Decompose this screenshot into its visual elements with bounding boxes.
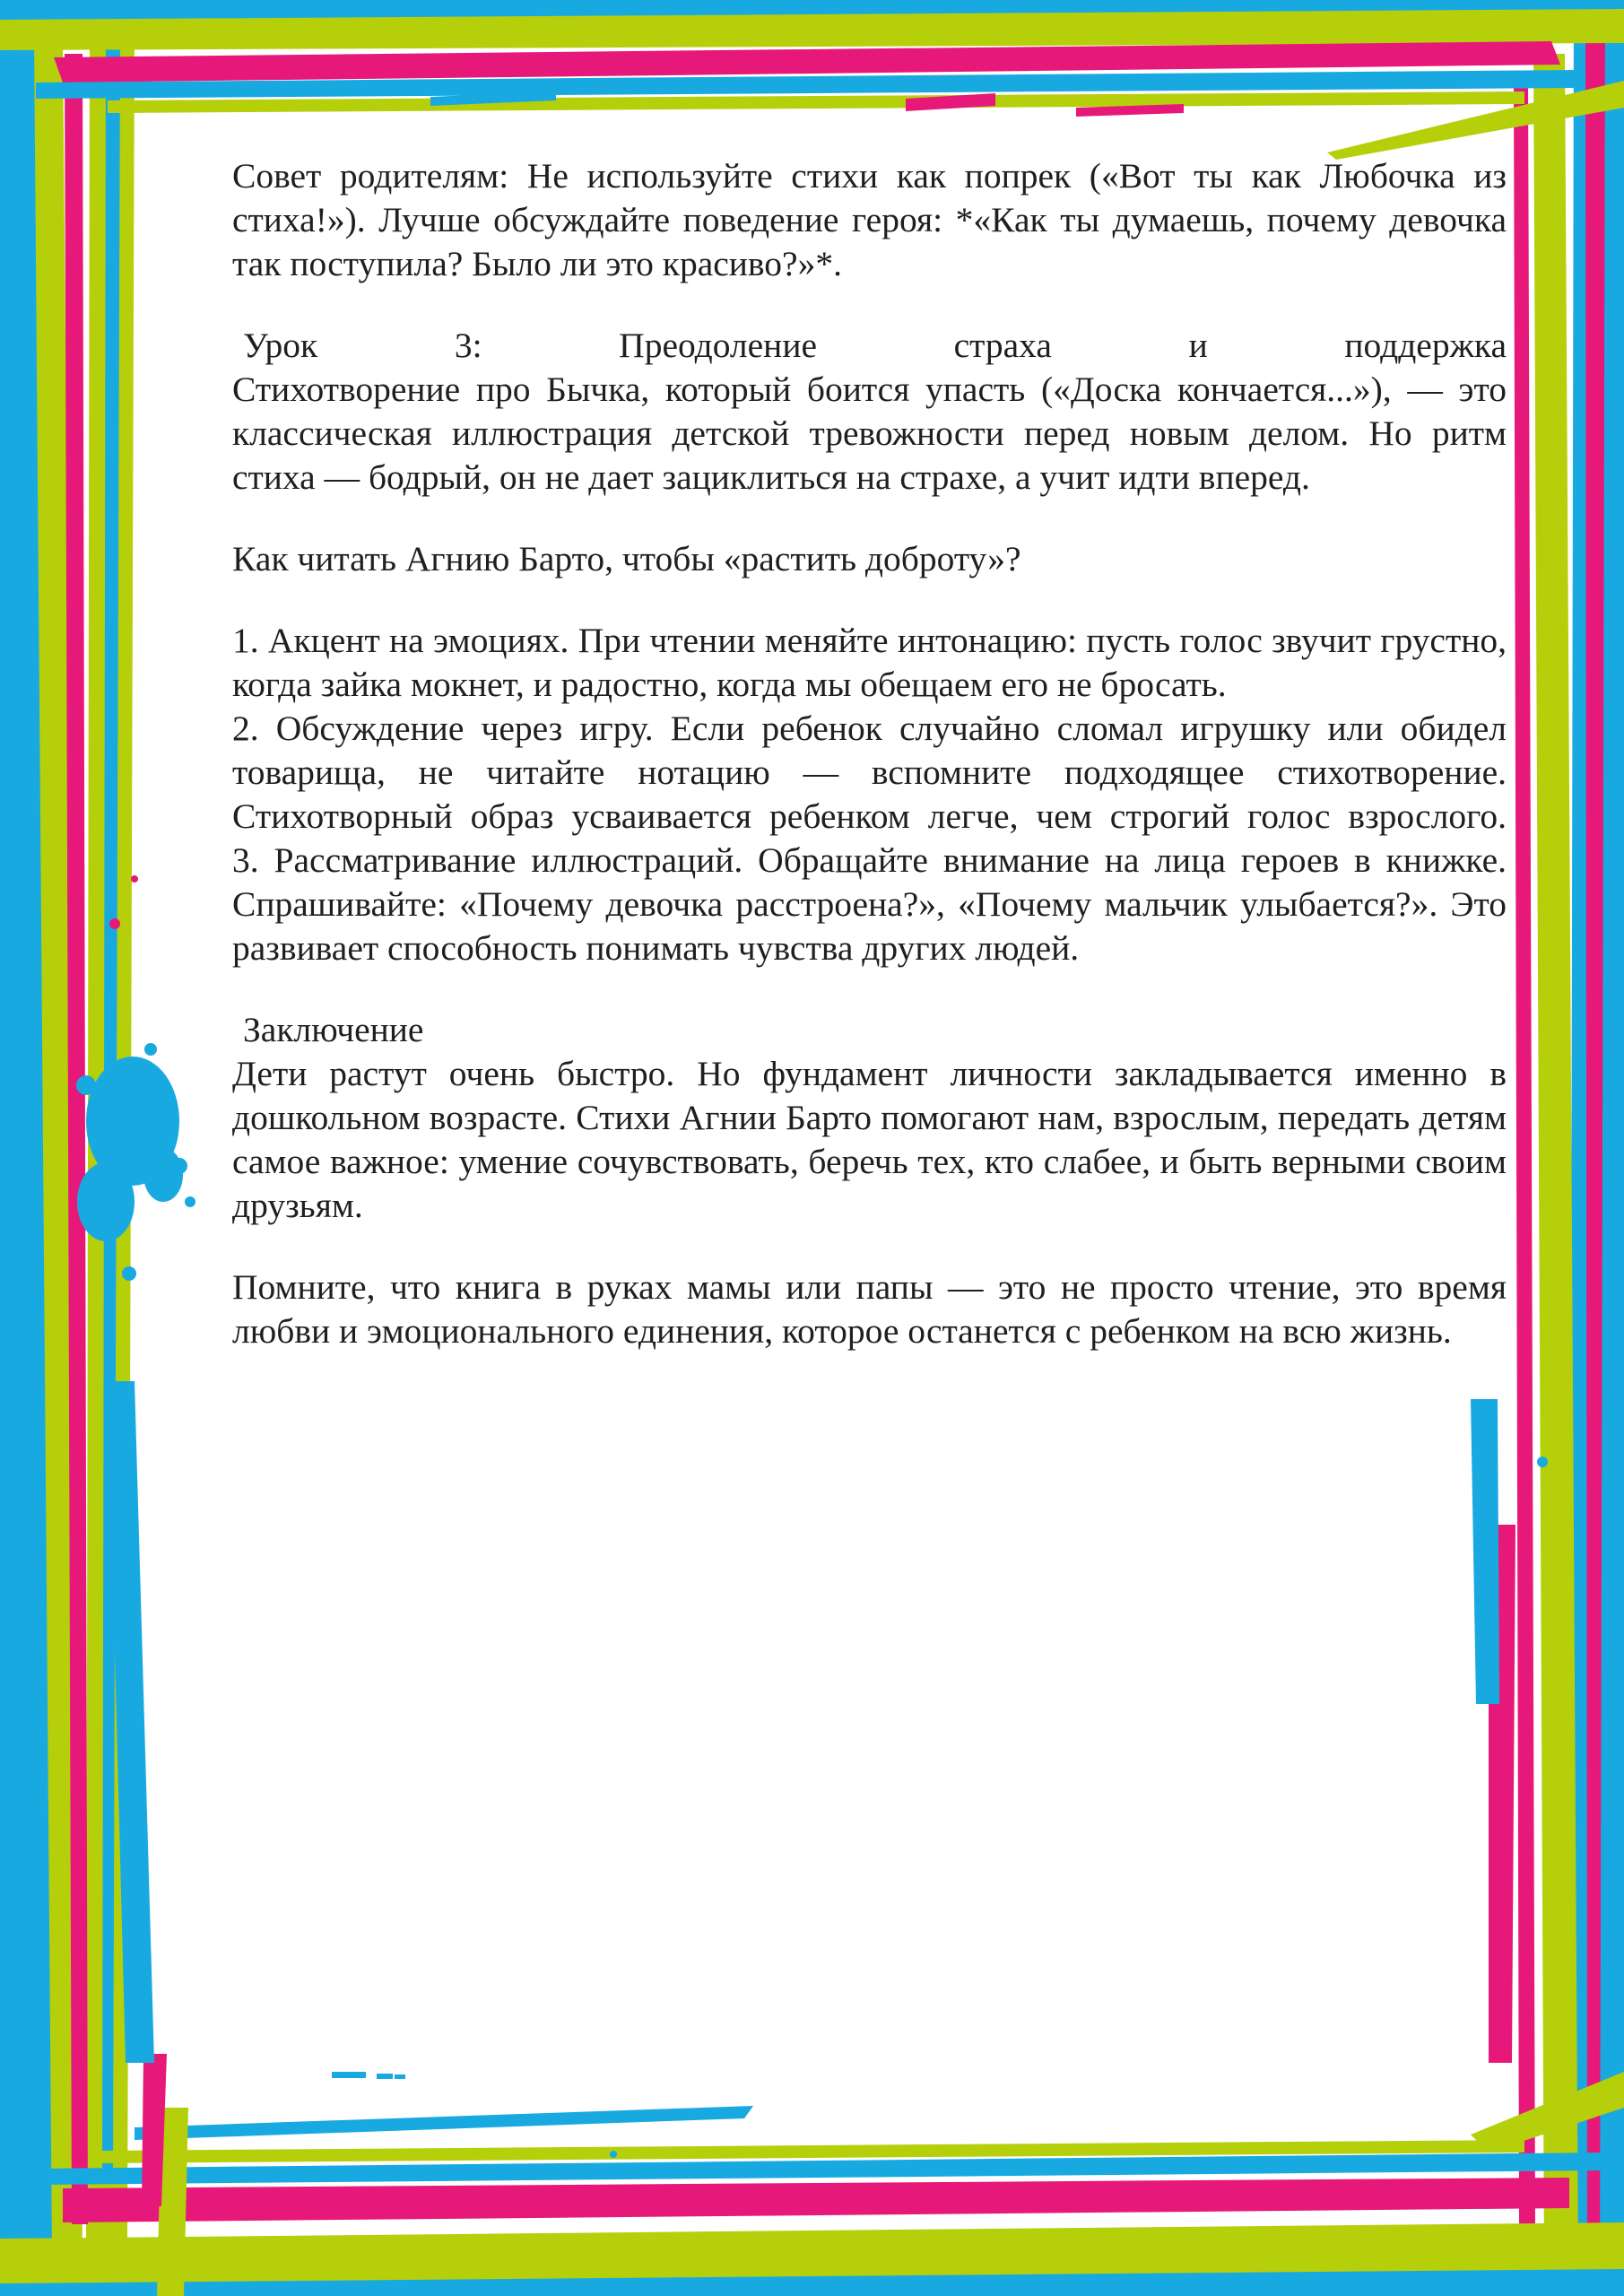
how-to-read-question: Как читать Агнию Барто, чтобы «растить доброту»? — [232, 539, 1021, 578]
lesson-3-section — [232, 324, 1507, 500]
list-item: 1. Акцент на эмоциях. При чтении меняйте интонацию: пусть голос звучит грустно, когда зайка мокнет, и радостно, когда мы обещаем его не бросать. — [232, 621, 1507, 704]
document-body — [232, 154, 1507, 1353]
list-item: 2. Обсуждение через игру. Если ребенок случайно сломал игрушку или обидел товарища, не читайте нотацию — вспомните подходящее стихотворение. Стихотворный образ усваивается ребенком легче, чем строгий голос взрослого. — [232, 709, 1507, 836]
list-item: 3. Рассматривание иллюстраций. Обращайте внимание на лица героев в книжке. Спрашивайте: «Почему девочка расстроена?», «Почему мальчик улыбается?». Это развивает способность понимать чувства других людей. — [232, 840, 1507, 968]
advice-paragraph: Совет родителям: Не используйте стихи как попрек («Вот ты как Любочка из стиха!»). Лучше обсуждайте поведение героя: *«Как ты думаешь, почему девочка так поступила? Было ли это красиво?»*. — [232, 156, 1507, 283]
conclusion-section — [232, 1008, 1507, 1228]
how-to-read-list — [232, 619, 1507, 970]
lesson-3-heading: Урок 3: Преодоление страха и поддержка — [243, 326, 1507, 365]
conclusion-body: Дети растут очень быстро. Но фундамент личности закладывается именно в дошкольном возрасте. Стихи Агнии Барто помогают нам, взрослым, передать детям самое важное: умение сочувствовать, беречь тех, кто слабее, и быть верными своим друзьям. — [232, 1054, 1507, 1225]
closing-paragraph: Помните, что книга в руках мамы или папы — это не просто чтение, это время любви и эмоционального единения, которое останется с ребенком на всю жизнь. — [232, 1267, 1507, 1351]
conclusion-heading: Заключение — [243, 1010, 424, 1049]
lesson-3-body: Стихотворение про Бычка, который боится упасть («Доска кончается...»), — это классическая иллюстрация детской тревожности перед новым делом. Но ритм стиха — бодрый, он не дает зациклиться на страхе, а учит идти вперед. — [232, 370, 1507, 497]
